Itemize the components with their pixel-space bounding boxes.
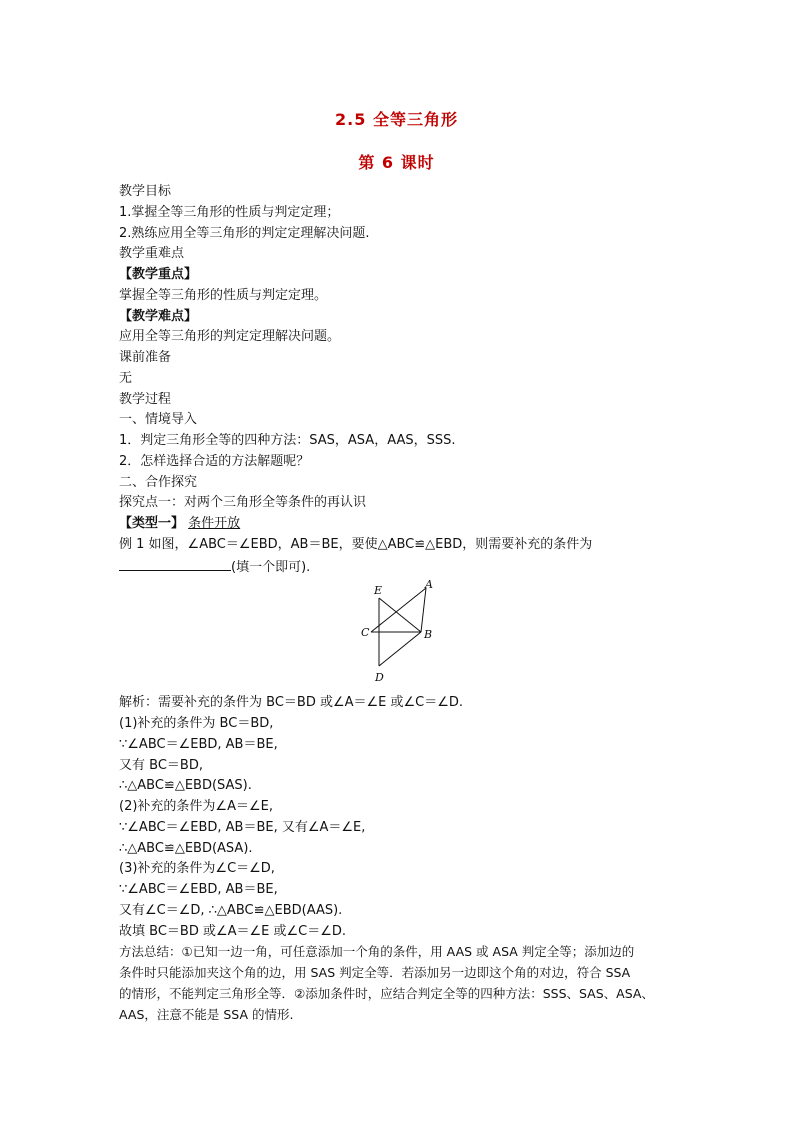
segment-ab	[421, 588, 426, 632]
solution-line: ∴△ABC≌△EBD(ASA).	[119, 840, 253, 856]
solution-line: ∵∠ABC＝∠EBD, AB＝BE, 又有∠A＝∠E,	[119, 819, 366, 835]
key-difficult-heading: 教学重难点	[119, 246, 185, 262]
point-label-c: C	[361, 626, 370, 640]
triangle-diagram	[357, 580, 437, 692]
method-summary-line: 方法总结：①已知一边一角，可任意添加一个角的条件，用 AAS 或 ASA 判定全等；添加边的	[119, 944, 635, 960]
solution-line: 解析：需要补充的条件为 BC＝BD 或∠A＝∠E 或∠C＝∠D.	[119, 695, 464, 711]
example-suffix: (填一个即可).	[231, 559, 311, 575]
section-heading: 一、情境导入	[119, 412, 198, 428]
key-point-text: 掌握全等三角形的性质与判定定理。	[119, 287, 328, 303]
section-heading: 二、合作探究	[119, 474, 198, 490]
solution-line: ∵∠ABC＝∠EBD, AB＝BE,	[119, 882, 278, 897]
point-label-e: E	[374, 584, 383, 598]
process-heading: 教学过程	[119, 391, 172, 407]
solution-line: 又有∠C＝∠D, ∴△ABC≌△EBD(AAS).	[119, 902, 343, 918]
goal-item: 1.掌握全等三角形的性质与判定定理；	[119, 204, 340, 220]
example-line: 例 1 如图，∠ABC＝∠EBD，AB＝BE，要使△ABC≌△EBD，则需要补充的条件为	[119, 536, 593, 552]
answer-blank	[119, 556, 231, 571]
solution-line: 又有 BC＝BD,	[119, 757, 203, 773]
preparation-heading: 课前准备	[119, 350, 172, 365]
type-tag: 【类型一】	[119, 516, 185, 531]
preparation-text: 无	[119, 370, 133, 386]
method-summary-line: 条件时只能添加夹这个角的边，用 SAS 判定全等．若添加另一边即这个角的对边，符合 SSA	[119, 965, 631, 980]
solution-line: 故填 BC＝BD 或∠A＝∠E 或∠C＝∠D.	[119, 923, 347, 939]
solution-line: (2)补充的条件为∠A＝∠E,	[119, 799, 273, 814]
goals-heading: 教学目标	[119, 184, 172, 199]
lesson-body	[119, 182, 679, 1025]
point-label-d: D	[375, 671, 384, 685]
point-label-a: A	[425, 580, 433, 592]
type-name: 条件开放	[188, 516, 241, 531]
solution-line: ∴△ABC≌△EBD(SAS).	[119, 778, 252, 794]
key-point-tag: 【教学重点】	[119, 267, 198, 282]
method-summary-line: 的情形，不能判定三角形全等．②添加条件时，应结合判定全等的四种方法：SSS、SAS、ASA、	[119, 985, 654, 1001]
geometry-figure	[119, 580, 679, 693]
intro-item: 1．判定三角形全等的四种方法：SAS，ASA，AAS，SSS.	[119, 433, 456, 448]
goal-item: 2.熟练应用全等三角形的判定定理解决问题.	[119, 225, 370, 241]
type-line	[119, 514, 679, 535]
point-label-b: B	[424, 628, 433, 642]
intro-item: 2．怎样选择合适的方法解题呢？	[119, 453, 310, 469]
example-answer-line	[119, 556, 679, 577]
lesson-subtitle: 第 6 课时	[358, 153, 435, 172]
difficult-point-text: 应用全等三角形的判定定理解决问题。	[119, 329, 341, 345]
explore-point: 探究点一：对两个三角形全等条件的再认识	[119, 495, 367, 511]
segment-eb	[379, 598, 421, 632]
lesson-title: 2.5 全等三角形	[335, 110, 458, 129]
solution-line: (3)补充的条件为∠C＝∠D,	[119, 861, 275, 877]
solution-line: ∵∠ABC＝∠EBD, AB＝BE,	[119, 736, 278, 752]
segment-db	[379, 632, 421, 666]
difficult-point-tag: 【教学难点】	[119, 308, 198, 324]
method-summary-line: AAS，注意不能是 SSA 的情形.	[119, 1006, 294, 1022]
solution-line: (1)补充的条件为 BC＝BD,	[119, 716, 274, 731]
